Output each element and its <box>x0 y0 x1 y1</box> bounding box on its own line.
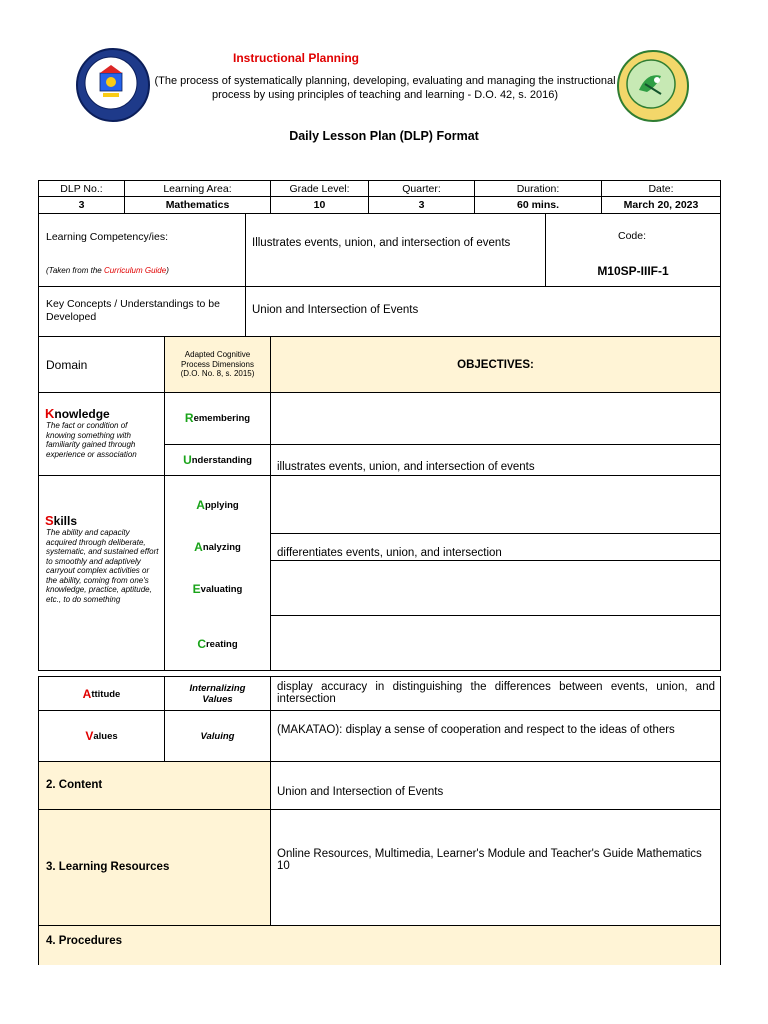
applying-objective-cell <box>270 475 721 534</box>
key-concepts-text-cell <box>245 286 721 337</box>
resources-label-cell <box>38 809 271 926</box>
code-value: M10SP-IIIF-1 <box>597 264 669 278</box>
attitude-objective: display accuracy in distinguishing the differences between events, union, and intersection <box>277 681 715 705</box>
skills-description: The ability and capacity acquired through deliberate, systematic, and sustained effort to smoothly and adaptively carryout complex activities or the ability, coming from one's knowledge, practice, aptitude, etc., to do something <box>46 528 159 604</box>
creating-objective-cell <box>270 615 721 671</box>
attitude-process-cell: Internalizing Values <box>164 676 271 711</box>
code-cell <box>545 213 721 287</box>
dlp-title: Daily Lesson Plan (DLP) Format <box>289 129 479 143</box>
info-value-learning-area: Mathematics <box>124 196 271 214</box>
info-value-date: March 20, 2023 <box>601 196 721 214</box>
cognitive-dimensions-header: Adapted Cognitive Process Dimensions (D.O. No. 8, s. 2015) <box>164 336 271 393</box>
procedures-label: 4. Procedures <box>46 935 123 947</box>
competency-text: Illustrates events, union, and intersection of events <box>252 237 511 249</box>
procedures-cell <box>38 925 721 965</box>
info-header-learning-area: Learning Area: <box>124 180 271 197</box>
content-text: Union and Intersection of Events <box>277 786 444 798</box>
knowledge-domain-cell <box>38 392 165 476</box>
info-value-grade-level: 10 <box>270 196 369 214</box>
attitude-objective-cell <box>270 676 721 711</box>
resources-text: Online Resources, Multimedia, Learner's Module and Teacher's Guide Mathematics 10 <box>277 848 702 872</box>
understanding-objective-cell <box>270 444 721 476</box>
analyzing-objective-cell <box>270 533 721 561</box>
code-label: Code: <box>618 230 647 242</box>
content-label: 2. Content <box>46 779 103 791</box>
key-concepts-text: Union and Intersection of Events <box>252 304 419 316</box>
evaluating-label: E valuating <box>192 582 243 596</box>
key-concepts-label: Key Concepts / Understandings to be Developed <box>46 298 220 323</box>
info-value-duration: 60 mins. <box>474 196 602 214</box>
info-header-quarter: Quarter: <box>368 180 475 197</box>
remembering-label: R emembering <box>184 411 251 425</box>
skills-domain-cell <box>38 475 165 671</box>
info-header-dlp-no: DLP No.: <box>38 180 125 197</box>
knowledge-description: The fact or condition of knowing something with familiarity gained through experience or association <box>46 421 137 459</box>
skills-process-cell <box>164 475 271 671</box>
values-objective-cell <box>270 710 721 762</box>
info-header-date: Date: <box>601 180 721 197</box>
header-description: (The process of systematically planning, developing, evaluating and managing the instructional process by using principles of teaching and learning - D.O. 42, s. 2016) <box>154 75 616 101</box>
knowledge-title: Knowledge <box>45 406 110 421</box>
info-header-duration: Duration: <box>474 180 602 197</box>
content-text-cell <box>270 761 721 810</box>
info-header-grade-level: Grade Level: <box>270 180 369 197</box>
understanding-label: U nderstanding <box>183 453 252 467</box>
values-label: V alues <box>85 729 118 743</box>
info-value-dlp-no: 3 <box>38 196 125 214</box>
attitude-label: A ttitude <box>82 687 121 701</box>
understanding-objective: illustrates events, union, and intersection of events <box>277 461 535 473</box>
attitude-domain-cell <box>38 676 165 711</box>
analyzing-label: A nalyzing <box>194 540 241 554</box>
values-process-cell: Valuing <box>164 710 271 762</box>
competency-text-cell <box>245 213 546 287</box>
skills-title: Skills <box>45 513 78 528</box>
curriculum-guide-link: Curriculum Guide <box>103 266 167 275</box>
values-objective: (MAKATAO): display a sense of cooperation and respect to the ideas of others <box>277 724 675 736</box>
info-value-quarter: 3 <box>368 196 475 214</box>
competency-label-cell <box>38 213 246 287</box>
analyzing-objective: differentiates events, union, and intersection <box>277 547 502 559</box>
header-title: Instructional Planning <box>232 51 359 65</box>
understanding-process-cell <box>164 444 271 476</box>
applying-label: A pplying <box>196 498 239 512</box>
objectives-header: OBJECTIVES: <box>270 336 721 393</box>
resources-text-cell <box>270 809 721 926</box>
competency-note: (Taken from the Curriculum Guide) <box>46 266 169 275</box>
competency-label: Learning Competency/ies: <box>46 231 168 243</box>
resources-label: 3. Learning Resources <box>46 861 170 873</box>
remembering-objective-cell <box>270 392 721 445</box>
domain-header-cell <box>38 336 165 393</box>
values-domain-cell <box>38 710 165 762</box>
remembering-process-cell <box>164 392 271 445</box>
evaluating-objective-cell <box>270 560 721 616</box>
domain-label: Domain <box>46 358 88 372</box>
creating-label: C reating <box>197 637 238 651</box>
key-concepts-label-cell <box>38 286 246 337</box>
content-label-cell <box>38 761 271 810</box>
